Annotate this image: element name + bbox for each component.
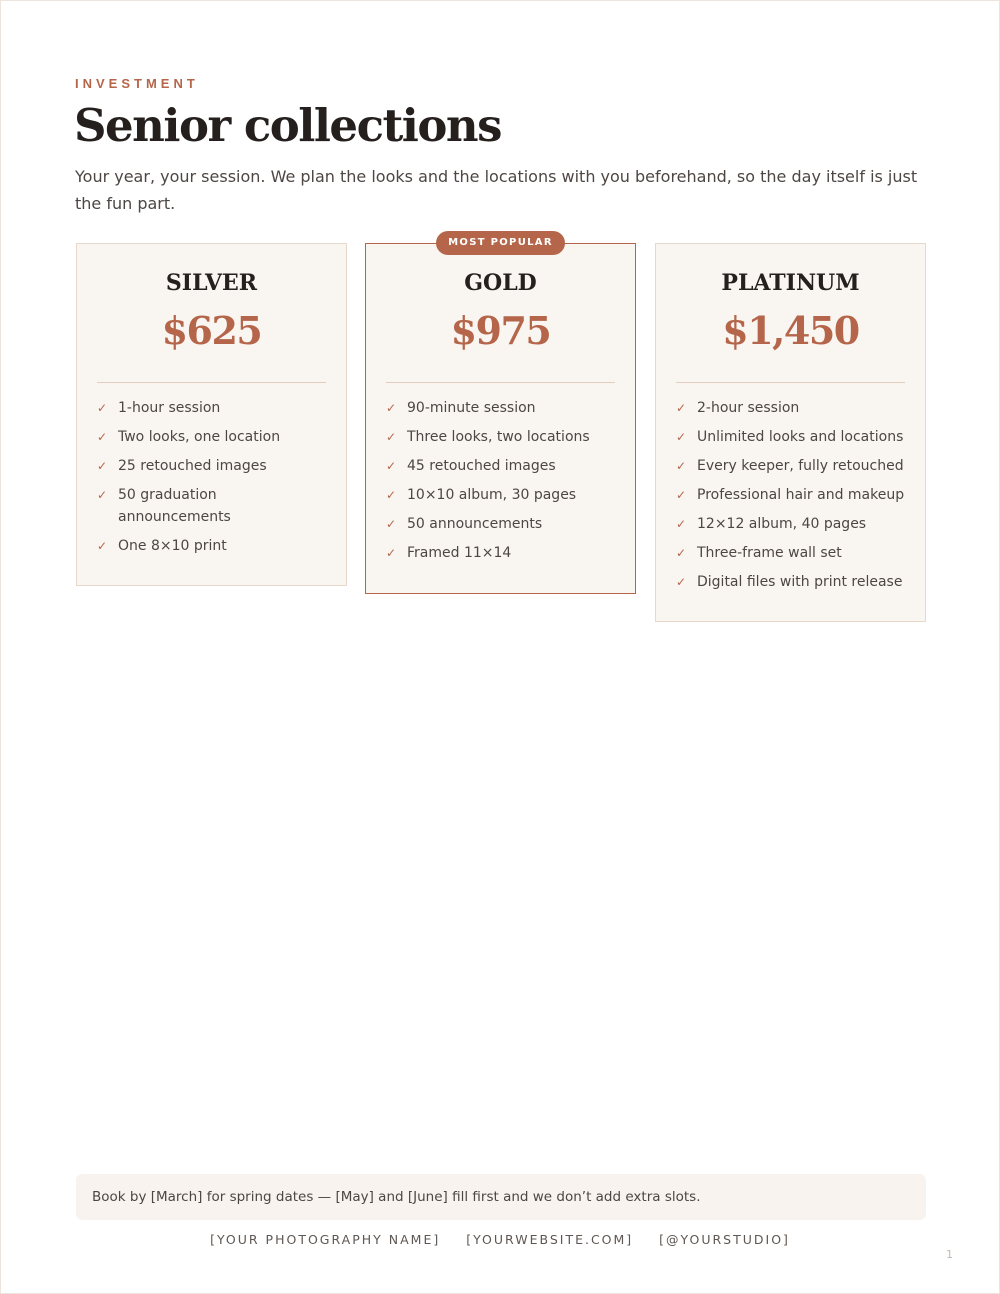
tier-name: GOLD: [464, 270, 537, 296]
footer-handle: [@YOURSTUDIO]: [659, 1232, 790, 1247]
feature-item: ✓ Two looks, one location: [97, 426, 336, 448]
feature-item: ✓ Professional hair and makeup: [676, 484, 915, 506]
check-icon: ✓: [386, 401, 397, 415]
check-icon: ✓: [676, 488, 687, 502]
check-icon: ✓: [676, 459, 687, 473]
most-popular-badge: MOST POPULAR: [436, 231, 565, 255]
feature-item: ✓ 45 retouched images: [386, 455, 625, 477]
check-icon: ✓: [676, 575, 687, 589]
feature-item: ✓ 50 graduation announcements: [97, 484, 336, 528]
tier-card-gold: [365, 243, 636, 594]
feature-list: [386, 397, 625, 571]
page-title: Senior collections: [74, 99, 501, 152]
divider: [97, 382, 326, 383]
check-icon: ✓: [97, 459, 108, 473]
feature-item: ✓ 10×10 album, 30 pages: [386, 484, 625, 506]
check-icon: ✓: [97, 539, 108, 553]
tier-price: $625: [161, 308, 262, 353]
footer-studio-name: [YOUR PHOTOGRAPHY NAME]: [210, 1232, 441, 1247]
feature-item: ✓ 12×12 album, 40 pages: [676, 513, 915, 535]
booking-note: Book by [March] for spring dates — [May] and [June] fill first and we don’t add extra slots.: [76, 1174, 926, 1220]
feature-item: ✓ Three looks, two locations: [386, 426, 625, 448]
check-icon: ✓: [676, 430, 687, 444]
feature-item: ✓ 25 retouched images: [97, 455, 336, 477]
check-icon: ✓: [386, 430, 397, 444]
feature-item: ✓ 1-hour session: [97, 397, 336, 419]
feature-item: ✓ 50 announcements: [386, 513, 625, 535]
tier-name: PLATINUM: [721, 270, 860, 296]
check-icon: ✓: [676, 401, 687, 415]
feature-list: [97, 397, 336, 564]
check-icon: ✓: [386, 488, 397, 502]
feature-item: ✓ Every keeper, fully retouched: [676, 455, 915, 477]
footer-website: [YOURWEBSITE.COM]: [466, 1232, 634, 1247]
check-icon: ✓: [386, 546, 397, 560]
feature-item: ✓ Three-frame wall set: [676, 542, 915, 564]
tier-card-platinum: [655, 243, 926, 622]
check-icon: ✓: [676, 546, 687, 560]
divider: [676, 382, 905, 383]
feature-item: ✓ Unlimited looks and locations: [676, 426, 915, 448]
feature-item: ✓ One 8×10 print: [97, 535, 336, 557]
check-icon: ✓: [97, 401, 108, 415]
check-icon: ✓: [97, 488, 108, 502]
divider: [386, 382, 615, 383]
feature-item: ✓ Digital files with print release: [676, 571, 915, 593]
tier-price: $975: [450, 308, 551, 353]
check-icon: ✓: [386, 459, 397, 473]
check-icon: ✓: [97, 430, 108, 444]
feature-list: [676, 397, 915, 600]
check-icon: ✓: [676, 517, 687, 531]
page-number: 1: [946, 1248, 953, 1261]
section-eyebrow: INVESTMENT: [75, 76, 199, 91]
feature-item: ✓ Framed 11×14: [386, 542, 625, 564]
tier-name: SILVER: [165, 270, 258, 296]
footer: [1, 1232, 999, 1247]
feature-item: ✓ 90-minute session: [386, 397, 625, 419]
intro-text: Your year, your session. We plan the looks and the locations with you beforehand, so the day itself is just the fun part.: [75, 167, 918, 213]
check-icon: ✓: [386, 517, 397, 531]
feature-item: ✓ 2-hour session: [676, 397, 915, 419]
tier-price: $1,450: [722, 308, 859, 353]
tier-card-silver: [76, 243, 347, 586]
